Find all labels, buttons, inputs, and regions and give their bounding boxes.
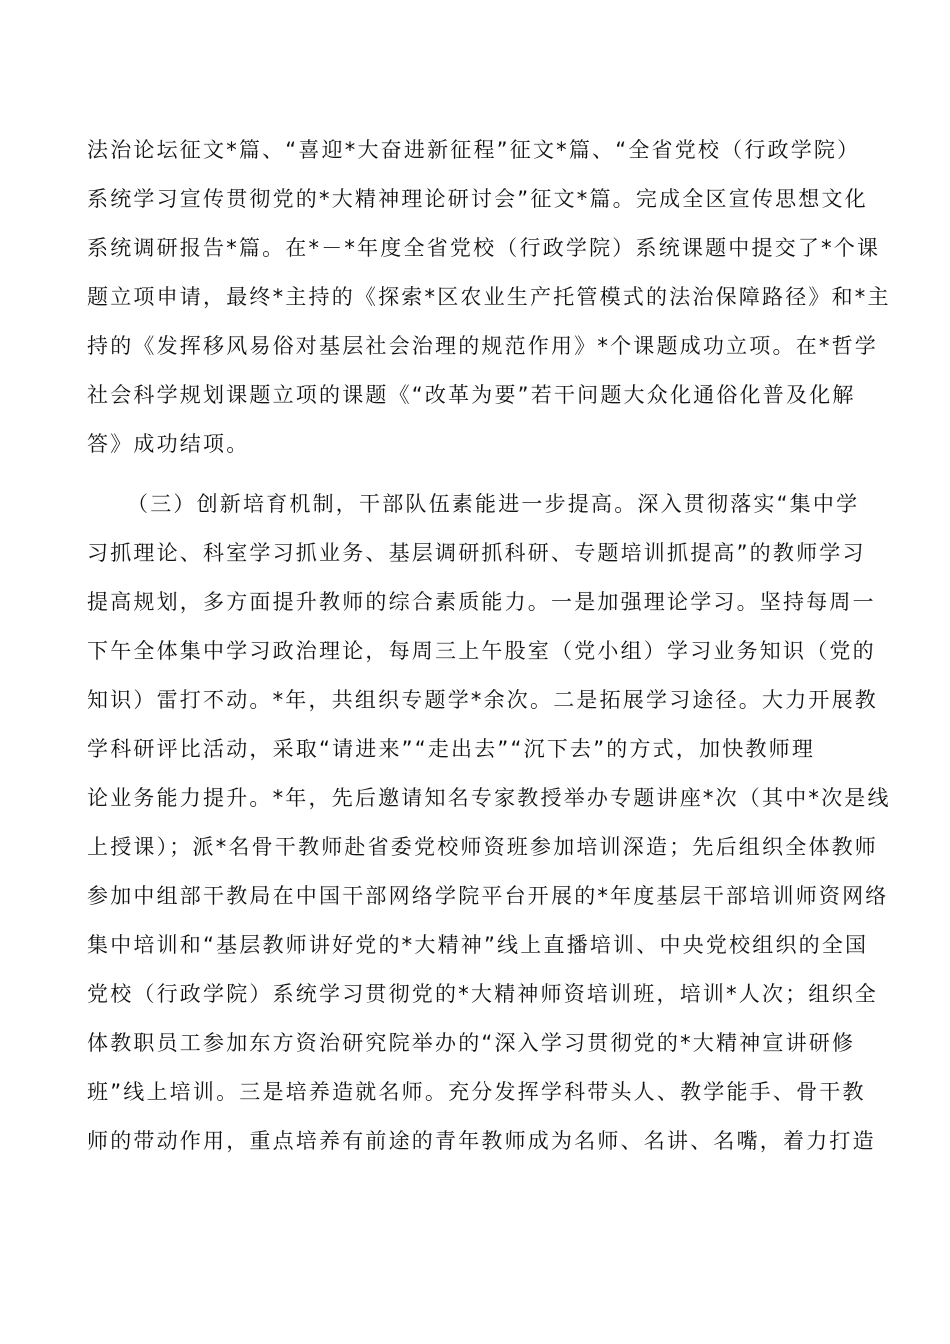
paragraph-line: 习抓理论、科室学习抓业务、基层调研抓科研、专题培训抓提高”的教师学习 <box>87 541 866 565</box>
paragraph-line: 社会科学规划课题立项的课题《“改革为要”若干问题大众化通俗化普及化解 <box>87 383 856 407</box>
paragraph-line: 答》成功结项。 <box>87 432 250 456</box>
paragraph-line: 下午全体集中学习政治理论，每周三上午股室（党小组）学习业务知识（党的 <box>87 639 876 663</box>
paragraph-line: 提高规划，多方面提升教师的综合素质能力。一是加强理论学习。坚持每周一 <box>87 590 876 614</box>
paragraph-line: 师的带动作用，重点培养有前途的青年教师成为名师、名讲、名嘴，着力打造 <box>87 1129 876 1153</box>
paragraph-line: 上授课）；派*名骨干教师赴省委党校师资班参加培训深造；先后组织全体教师 <box>87 835 878 859</box>
paragraph-line: 系统学习宣传贯彻党的*大精神理论研讨会”征文*篇。完成全区宣传思想文化 <box>87 187 868 211</box>
paragraph-line: 班”线上培训。三是培养造就名师。充分发挥学科带头人、教学能手、骨干教 <box>87 1080 866 1104</box>
paragraph-line: 学科研评比活动，采取“请进来”“走出去”“沉下去”的方式，加快教师理 <box>87 737 816 761</box>
paragraph-line: 体教职员工参加东方资治研究院举办的“深入学习贯彻党的*大精神宣讲研修 <box>87 1031 856 1055</box>
paragraph-line: 知识）雷打不动。*年，共组织专题学*余次。二是拓展学习途径。大力开展教 <box>87 688 878 712</box>
paragraph-line: 持的《发挥移风易俗对基层社会治理的规范作用》*个课题成功立项。在*哲学 <box>87 334 878 358</box>
paragraph-line: （三）创新培育机制，干部队伍素能进一步提高。深入贯彻落实“集中学 <box>127 492 860 516</box>
paragraph-line: 系统调研报告*篇。在*－*年度全省党校（行政学院）系统课题中提交了*个课 <box>87 236 881 260</box>
paragraph-line: 论业务能力提升。*年，先后邀请知名专家教授举办专题讲座*次（其中*次是线 <box>87 786 891 810</box>
paragraph-line: 法治论坛征文*篇、“喜迎*大奋进新征程”征文*篇、“全省党校（行政学院） <box>87 138 861 162</box>
paragraph-line: 参加中组部干教局在中国干部网络学院平台开展的*年度基层干部培训师资网络 <box>87 884 889 908</box>
paragraph-line: 党校（行政学院）系统学习贯彻党的*大精神师资培训班，培训*人次；组织全 <box>87 982 878 1006</box>
paragraph-line: 集中培训和“基层教师讲好党的*大精神”线上直播培训、中央党校组织的全国 <box>87 933 869 957</box>
paragraph-line: 题立项申请，最终*主持的《探索*区农业生产托管模式的法治保障路径》和*主 <box>87 285 891 309</box>
